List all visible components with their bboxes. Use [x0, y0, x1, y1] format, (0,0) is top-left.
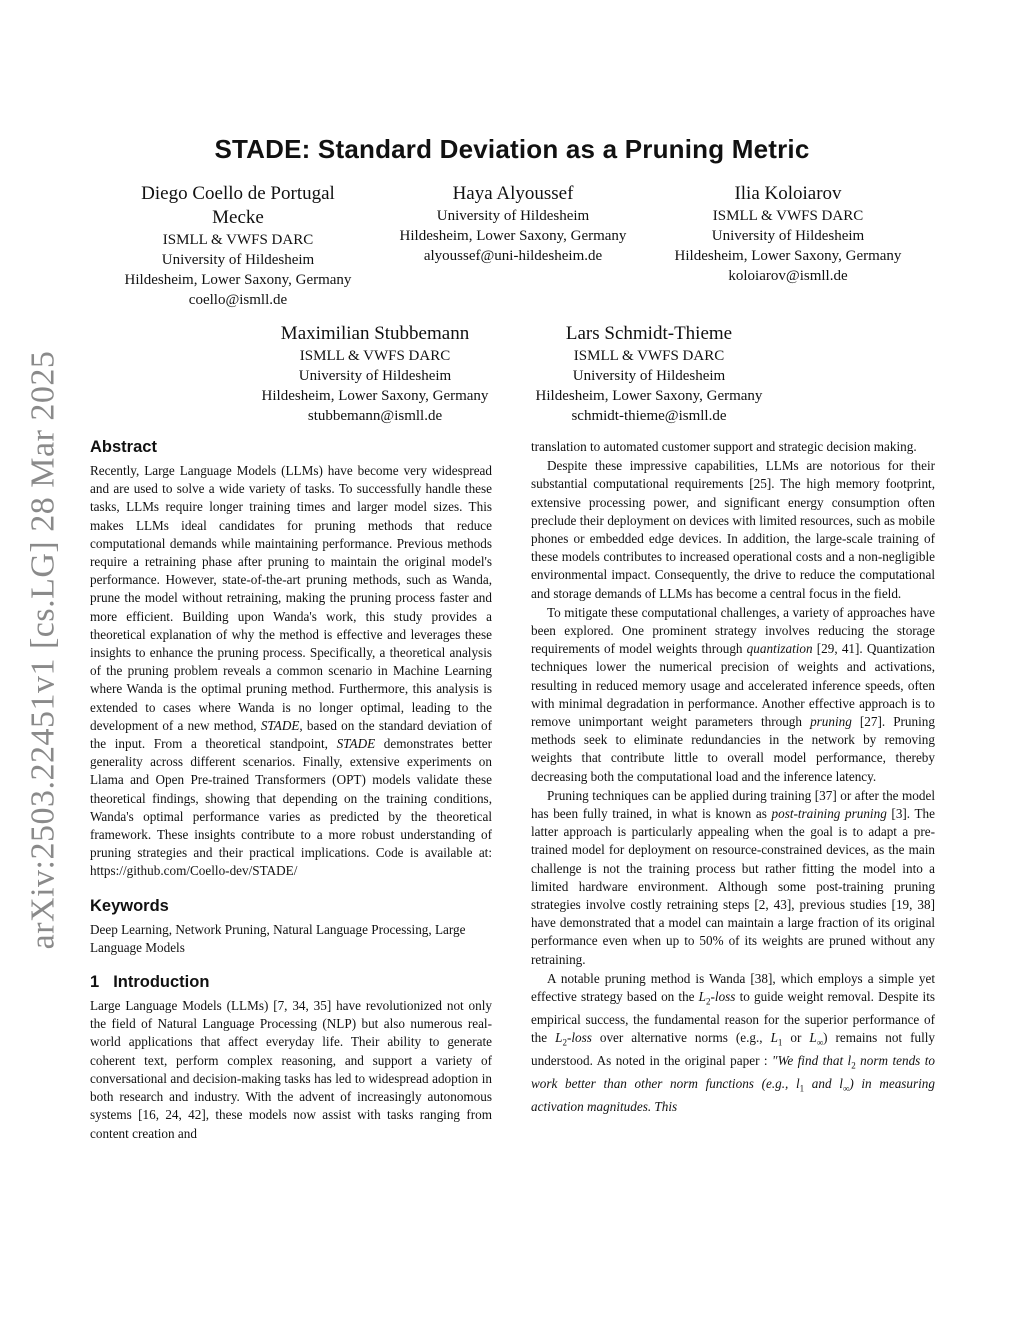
- author-affiliation: University of Hildesheim: [298, 368, 452, 384]
- author-name: Ilia Koloiarov: [734, 183, 842, 204]
- abstract-heading: Abstract: [90, 438, 157, 456]
- arxiv-id-text: arXiv:2503.22451v1 [cs.LG] 28 Mar 2025: [24, 350, 62, 950]
- intro-paragraph-4: Pruning techniques can be applied during training [37] or after the model has been fully trained, in what is known as post-training pruning [3]. The latter approach is particularly appealing when the goal is to adapt a pre-trained model for deployment on resource-constrained devices, as the main challenge is not the training process but rather fitting the model into a limited hardware environment. Although some post-training pruning strategies involve costly retraining steps [2, 43], previous studies [19, 38] have demonstrated that a model can maintain a large fraction of its original performance even when up to 50% of its weights are pruned without any retraining.: [531, 787, 935, 967]
- author-affiliation: University of Hildesheim: [572, 368, 726, 384]
- keywords-heading: Keywords: [90, 896, 169, 915]
- author-affiliation: ISMLL & VWFS DARC: [712, 208, 864, 224]
- author-location: Hildesheim, Lower Saxony, Germany: [535, 388, 763, 404]
- author-email: coello@ismll.de: [188, 292, 288, 308]
- arxiv-identifier: [8, 350, 78, 950]
- paper-title: STADE: Standard Deviation as a Pruning Metric: [214, 134, 810, 164]
- author-block: [100, 182, 376, 310]
- intro-paragraph-5: A notable pruning method is Wanda [38], which employs a simple yet effective strategy based on the $L_2$-loss to guide weight removal. Despite its empirical success, the fundamental reason for the superior performance of the $L_2$-loss over alternative norms (e.g., $L_1$ or $L_\infty$) remains not fully understood. As noted in the original paper : "We find that $l_2$ norm tends to work better than other norm functions (e.g., $l_1$ and $l_\infty$) in measuring activation magnitudes. This: [531, 970, 936, 1114]
- intro-paragraph-1-cont: translation to automated customer support and strategic decision making.: [531, 439, 917, 454]
- author-affiliation: ISMLL & VWFS DARC: [299, 348, 451, 364]
- author-email: alyoussef@uni-hildesheim.de: [423, 248, 603, 264]
- abstract-text: Recently, Large Language Models (LLMs) have become very widespread and are used to solve a wide variety of tasks. To successfully handle these tasks, LLMs require longer training times and larger model sizes. This makes LLMs ideal candidates for pruning methods that reduce computational demands while maintaining performance. Previous methods require a retraining phase after pruning to maintain the original model's performance. However, state-of-the-art pruning methods, such as Wanda, prune the model without retraining, making the pruning process faster and more efficient. Building upon Wanda's work, this study provides a theoretical explanation of why the method is effective and leverages these insights to enhance the pruning process. Specifically, a theoretical analysis of the pruning problem reveals a common scenario in Machine Learning where Wanda is the optimal pruning method. Furthermore, this analysis is extended to cases where Wanda is no longer optimal, leading to the development of a new method, STADE, based on the standard deviation of the input. From a theoretical standpoint, STADE demonstrates better generality across different scenarios. Finally, extensive experiments on Llama and Open Pre-trained Transformers (OPT) models validate these theoretical findings, showing that depending on the training conditions, Wanda's optimal performance varies as predicted by the theoretical framework. These insights contribute to a more robust understanding of pruning strategies and their practical implications. Code is available at: https://github.com/Coello-dev/STADE/: [90, 463, 492, 879]
- author-affiliation: ISMLL & VWFS DARC: [573, 348, 725, 364]
- left-column: [90, 436, 492, 1143]
- introduction-heading: 1 Introduction: [90, 973, 210, 992]
- intro-paragraph-3: To mitigate these computational challenges, a variety of approaches have been explored. One prominent strategy involves reducing the storage requirements of model weights through quantization [29, 41]. Quantization techniques lower the numerical precision of weights and activations, resulting in reduced memory usage and accelerated inference speeds, often with minimal degradation in performance. Another effective approach is to remove unimportant weight parameters through pruning [27]. Pruning methods seek to eliminate redundancies in the network by removing weights that contribute little to overall model performance, thereby decreasing both the computational load and the inference latency.: [531, 604, 935, 784]
- author-name: Diego Coello de Portugal: [141, 183, 335, 204]
- author-location: Hildesheim, Lower Saxony, Germany: [124, 272, 352, 288]
- author-block: [238, 322, 512, 426]
- author-email: koloiarov@ismll.de: [728, 268, 848, 284]
- author-block: [512, 322, 786, 426]
- author-affiliation: ISMLL & VWFS DARC: [162, 232, 314, 248]
- author-affiliation: University of Hildesheim: [711, 228, 865, 244]
- author-affiliation: University of Hildesheim: [436, 208, 590, 224]
- author-location: Hildesheim, Lower Saxony, Germany: [399, 228, 627, 244]
- author-name: Haya Alyoussef: [452, 183, 574, 204]
- right-column: [531, 438, 935, 1116]
- author-email: schmidt-thieme@ismll.de: [571, 408, 727, 424]
- author-location: Hildesheim, Lower Saxony, Germany: [674, 248, 902, 264]
- author-affiliation: University of Hildesheim: [161, 252, 315, 268]
- author-block: [376, 182, 650, 266]
- keywords-text: Deep Learning, Network Pruning, Natural Language Processing, Large Language Models: [90, 921, 466, 955]
- author-name-cont: Mecke: [212, 207, 264, 228]
- intro-paragraph-1: Large Language Models (LLMs) [7, 34, 35] have revolutionized not only the field of Natural Language Processing (NLP) but also numerous real-world applications that affect everyday life. Their ability to generate coherent text, perform complex reasoning, and support a variety of conversational and decision-making tasks has led to widespread adoption in both research and industry. With the advent of increasingly autonomous systems [16, 24, 42], these models now assist with tasks ranging from content creation and: [90, 998, 492, 1141]
- author-block: [650, 182, 926, 286]
- author-name: Lars Schmidt-Thieme: [565, 323, 733, 344]
- author-email: stubbemann@ismll.de: [307, 408, 443, 424]
- intro-paragraph-2: Despite these impressive capabilities, LLMs are notorious for their substantial computational requirements [25]. The high memory footprint, extensive processing power, and significant energy consumption often preclude their deployment on devices with limited resources, such as mobile phones or embedded edge devices. In addition, the large-scale training of these models contributes to increased operational costs and a non-negligible environmental impact. Consequently, the drive to reduce the computational and storage demands of LLMs has become a central focus in the field.: [531, 458, 935, 601]
- author-location: Hildesheim, Lower Saxony, Germany: [261, 388, 489, 404]
- author-name: Maximilian Stubbemann: [280, 323, 470, 344]
